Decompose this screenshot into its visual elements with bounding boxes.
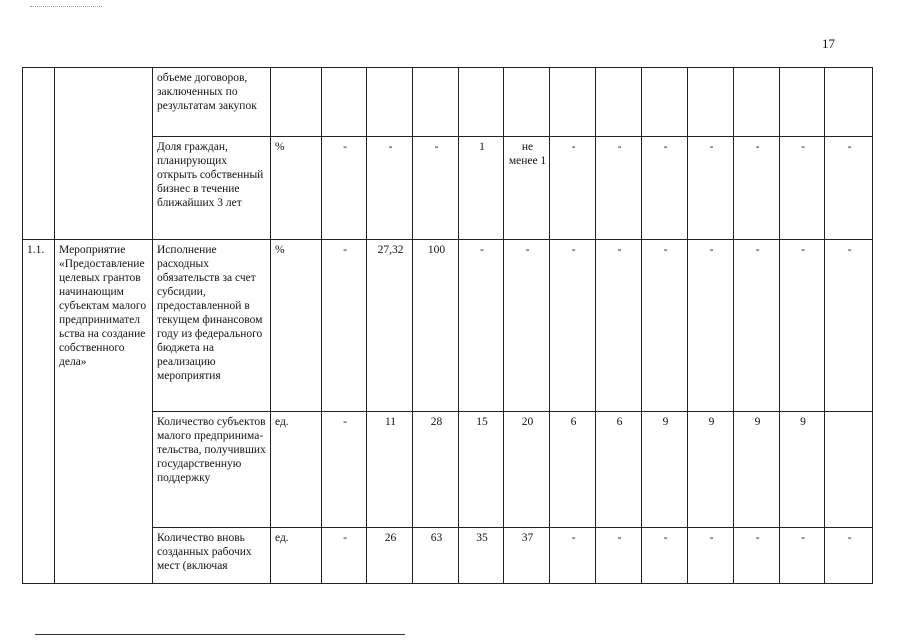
cell-value: -	[688, 137, 734, 240]
cell-value: -	[688, 240, 734, 412]
cell-value: -	[322, 137, 367, 240]
table-row	[23, 68, 873, 137]
cell-value: -	[780, 528, 825, 584]
cell-value: -	[780, 137, 825, 240]
cell-value	[367, 68, 413, 137]
cell-value: -	[642, 137, 688, 240]
cell-value: 9	[780, 412, 825, 528]
cell-event	[55, 68, 153, 240]
cell-value: -	[734, 240, 780, 412]
cell-value: 15	[459, 412, 504, 528]
cell-value: -	[504, 240, 550, 412]
cell-value: -	[825, 528, 873, 584]
cell-value: -	[322, 240, 367, 412]
cell-value: -	[688, 528, 734, 584]
cell-value: -	[734, 137, 780, 240]
cell-indicator: Доля граждан, планирующих открыть собственный бизнес в течение ближайших 3 лет	[153, 137, 271, 240]
cell-value: -	[413, 137, 459, 240]
cell-value: 6	[550, 412, 596, 528]
cell-value	[734, 68, 780, 137]
cell-value: 20	[504, 412, 550, 528]
cell-value	[413, 68, 459, 137]
cell-value: 9	[688, 412, 734, 528]
cell-value	[504, 68, 550, 137]
table-row	[23, 240, 873, 412]
cell-value: -	[550, 528, 596, 584]
cell-indicator: Исполнение расходных обязательств за счет субсидии, предоставленной в текущем финансовом году из федерального бюджета на реализацию мероприятия	[153, 240, 271, 412]
cell-value	[825, 412, 873, 528]
cell-value: -	[322, 528, 367, 584]
cell-value: -	[825, 240, 873, 412]
cell-value	[322, 68, 367, 137]
cell-value: 1	[459, 137, 504, 240]
cell-value: 37	[504, 528, 550, 584]
cell-value: 9	[642, 412, 688, 528]
cell-unit	[271, 68, 322, 137]
cell-value: 27,32	[367, 240, 413, 412]
bottom-rule	[35, 634, 405, 635]
cell-num: 1.1.	[23, 240, 55, 584]
cell-value: 9	[734, 412, 780, 528]
cell-value: 6	[596, 412, 642, 528]
page-number: 17	[822, 36, 835, 51]
cell-value: -	[550, 240, 596, 412]
cell-indicator: Количество субъектов малого предпринима-тельства, получивших государственную поддержку	[153, 412, 271, 528]
cell-value: -	[322, 412, 367, 528]
cell-value: -	[734, 528, 780, 584]
cell-value	[596, 68, 642, 137]
cell-num	[23, 68, 55, 240]
cell-unit: ед.	[271, 412, 322, 528]
cell-value	[550, 68, 596, 137]
cell-value: 28	[413, 412, 459, 528]
cell-value: -	[596, 528, 642, 584]
cell-value	[642, 68, 688, 137]
cell-value: -	[596, 240, 642, 412]
cell-value: -	[642, 528, 688, 584]
cell-value: 100	[413, 240, 459, 412]
cell-value	[825, 68, 873, 137]
cell-value: -	[642, 240, 688, 412]
cell-unit: ед.	[271, 528, 322, 584]
cell-unit: %	[271, 137, 322, 240]
cell-value	[688, 68, 734, 137]
cell-value	[780, 68, 825, 137]
cell-unit: %	[271, 240, 322, 412]
cell-indicator: объеме договоров, заключенных по результатам закупок	[153, 68, 271, 137]
cell-value: 11	[367, 412, 413, 528]
cell-value: -	[459, 240, 504, 412]
scan-artifact	[30, 6, 102, 8]
cell-value: не менее 1	[504, 137, 550, 240]
program-indicators-table	[22, 67, 873, 584]
cell-value: -	[367, 137, 413, 240]
cell-value: 63	[413, 528, 459, 584]
cell-indicator: Количество вновь созданных рабочих мест (включая	[153, 528, 271, 584]
cell-value	[459, 68, 504, 137]
cell-value: 26	[367, 528, 413, 584]
cell-value: 35	[459, 528, 504, 584]
cell-event: Мероприятие «Предоставление целевых грантов начинающим субъектам малого предпринимател ьства на создание собственного дела»	[55, 240, 153, 584]
cell-value: -	[780, 240, 825, 412]
cell-value: -	[596, 137, 642, 240]
cell-value: -	[550, 137, 596, 240]
cell-value: -	[825, 137, 873, 240]
